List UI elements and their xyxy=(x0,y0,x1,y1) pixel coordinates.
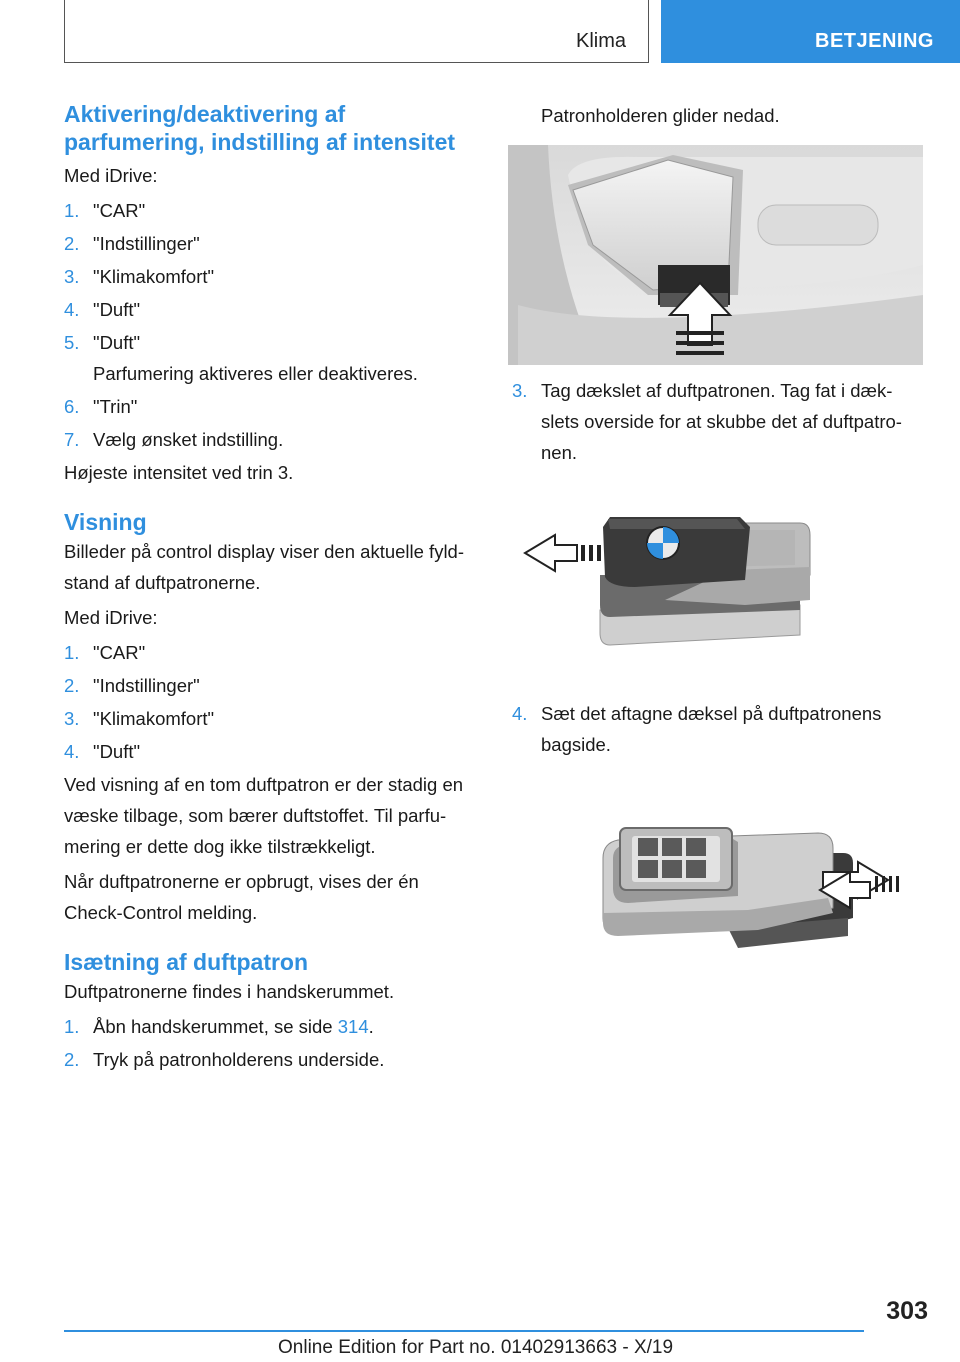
step-subtext: Parfumering aktiveres eller deaktiveres. xyxy=(93,363,418,384)
chapter-title: BETJENING xyxy=(815,30,934,52)
list-item xyxy=(64,228,482,259)
list-item xyxy=(64,703,482,734)
list-item xyxy=(64,736,482,767)
step-text: Sæt det aftagne dæksel på duftpatronens bagside. xyxy=(541,703,882,755)
visning-text: Billeder på control display viser den aktuelle fyldstand af duftpatronerne. xyxy=(64,541,465,593)
step-number: 7. xyxy=(64,429,80,450)
step-number: 1. xyxy=(64,1016,80,1037)
page-number: 303 xyxy=(886,1297,928,1325)
right-column xyxy=(512,100,924,135)
step-number: 5. xyxy=(64,332,80,353)
list-item xyxy=(64,424,482,455)
step-4-block xyxy=(512,698,924,762)
section-heading-visning: Visning xyxy=(64,509,147,535)
insertion-steps xyxy=(64,1011,482,1075)
step-number: 2. xyxy=(64,233,80,254)
cover-placement-illustration xyxy=(598,818,908,958)
list-item xyxy=(64,670,482,701)
step-text: "Indstillinger" xyxy=(93,675,200,696)
used-cartridge-text: Når duftpatronerne er opbrugt, vises der én Check-Control melding. xyxy=(64,871,419,923)
step-number: 3. xyxy=(64,708,80,729)
section-title: Klima xyxy=(575,30,626,52)
empty-cartridge-text: Ved visning af en tom duftpatron er der stadig en væske tilbage, som bærer duftstoffet. Til parfumering er dette dog ikke tilstrækkeligt. xyxy=(64,774,464,857)
step-text: "Duft" xyxy=(93,741,141,762)
list-item xyxy=(64,294,482,325)
step-text: "Klimakomfort" xyxy=(93,708,215,729)
activation-steps xyxy=(64,195,482,455)
list-item xyxy=(64,327,482,389)
list-item xyxy=(512,375,924,468)
step-number: 3. xyxy=(64,266,80,287)
edition-footer: Online Edition for Part no. 01402913663 - X/19 xyxy=(278,1337,674,1358)
step-text: "Duft" xyxy=(93,332,141,353)
step-text-end: . xyxy=(368,1016,374,1037)
step-number: 2. xyxy=(64,675,80,696)
step-text: "CAR" xyxy=(93,642,146,663)
list-item xyxy=(64,391,482,422)
header-box xyxy=(64,0,649,63)
step-number: 4. xyxy=(64,741,80,762)
heading-line-1: Aktivering/deaktivering af xyxy=(64,101,346,127)
visning-steps xyxy=(64,637,482,767)
list-item xyxy=(64,261,482,292)
step-text: "CAR" xyxy=(93,200,146,221)
step-text: "Trin" xyxy=(93,396,138,417)
section-heading-insertion: Isætning af duftpatron xyxy=(64,949,309,975)
step-text: "Indstillinger" xyxy=(93,233,200,254)
step-text: Vælg ønsket indstilling. xyxy=(93,429,284,450)
step-text: "Klimakomfort" xyxy=(93,266,215,287)
step-number: 1. xyxy=(64,642,80,663)
heading-line-2: parfumering, indstilling af intensitet xyxy=(64,129,456,155)
chapter-tab xyxy=(661,0,960,63)
idrive-intro: Med iDrive: xyxy=(64,165,158,186)
right-steps-a xyxy=(512,375,924,468)
step-text: Tryk på patronholderens underside. xyxy=(93,1049,385,1070)
list-item xyxy=(512,698,924,760)
left-column xyxy=(64,100,482,1077)
step-text: Tag dækslet af duftpatronen. Tag fat i dækslets overside for at skubbe det af duftpatronen. xyxy=(541,380,902,463)
glovebox-holder-illustration xyxy=(508,145,923,365)
step-number: 3. xyxy=(512,380,528,401)
intensity-note: Højeste intensitet ved trin 3. xyxy=(64,462,294,483)
footer-divider xyxy=(64,1330,864,1332)
list-item xyxy=(64,1011,482,1042)
page-link[interactable]: 314 xyxy=(337,1016,369,1037)
right-steps-b xyxy=(512,698,924,760)
list-item xyxy=(64,1044,482,1075)
step-number: 4. xyxy=(512,703,528,724)
section-heading-activation xyxy=(64,100,482,156)
idrive-intro: Med iDrive: xyxy=(64,607,158,628)
cartridge-cover-removal-illustration xyxy=(515,505,825,655)
step-number: 2. xyxy=(64,1049,80,1070)
step-number: 4. xyxy=(64,299,80,320)
list-item xyxy=(64,637,482,668)
list-item xyxy=(64,195,482,226)
holder-slides-text: Patronholderen glider nedad. xyxy=(541,105,780,126)
insertion-intro: Duftpatronerne findes i handskerummet. xyxy=(64,981,395,1002)
step-text: Åbn handskerummet, se side xyxy=(93,1016,338,1037)
step-number: 1. xyxy=(64,200,80,221)
step-text: "Duft" xyxy=(93,299,141,320)
step-number: 6. xyxy=(64,396,80,417)
step-3-block xyxy=(512,375,924,470)
